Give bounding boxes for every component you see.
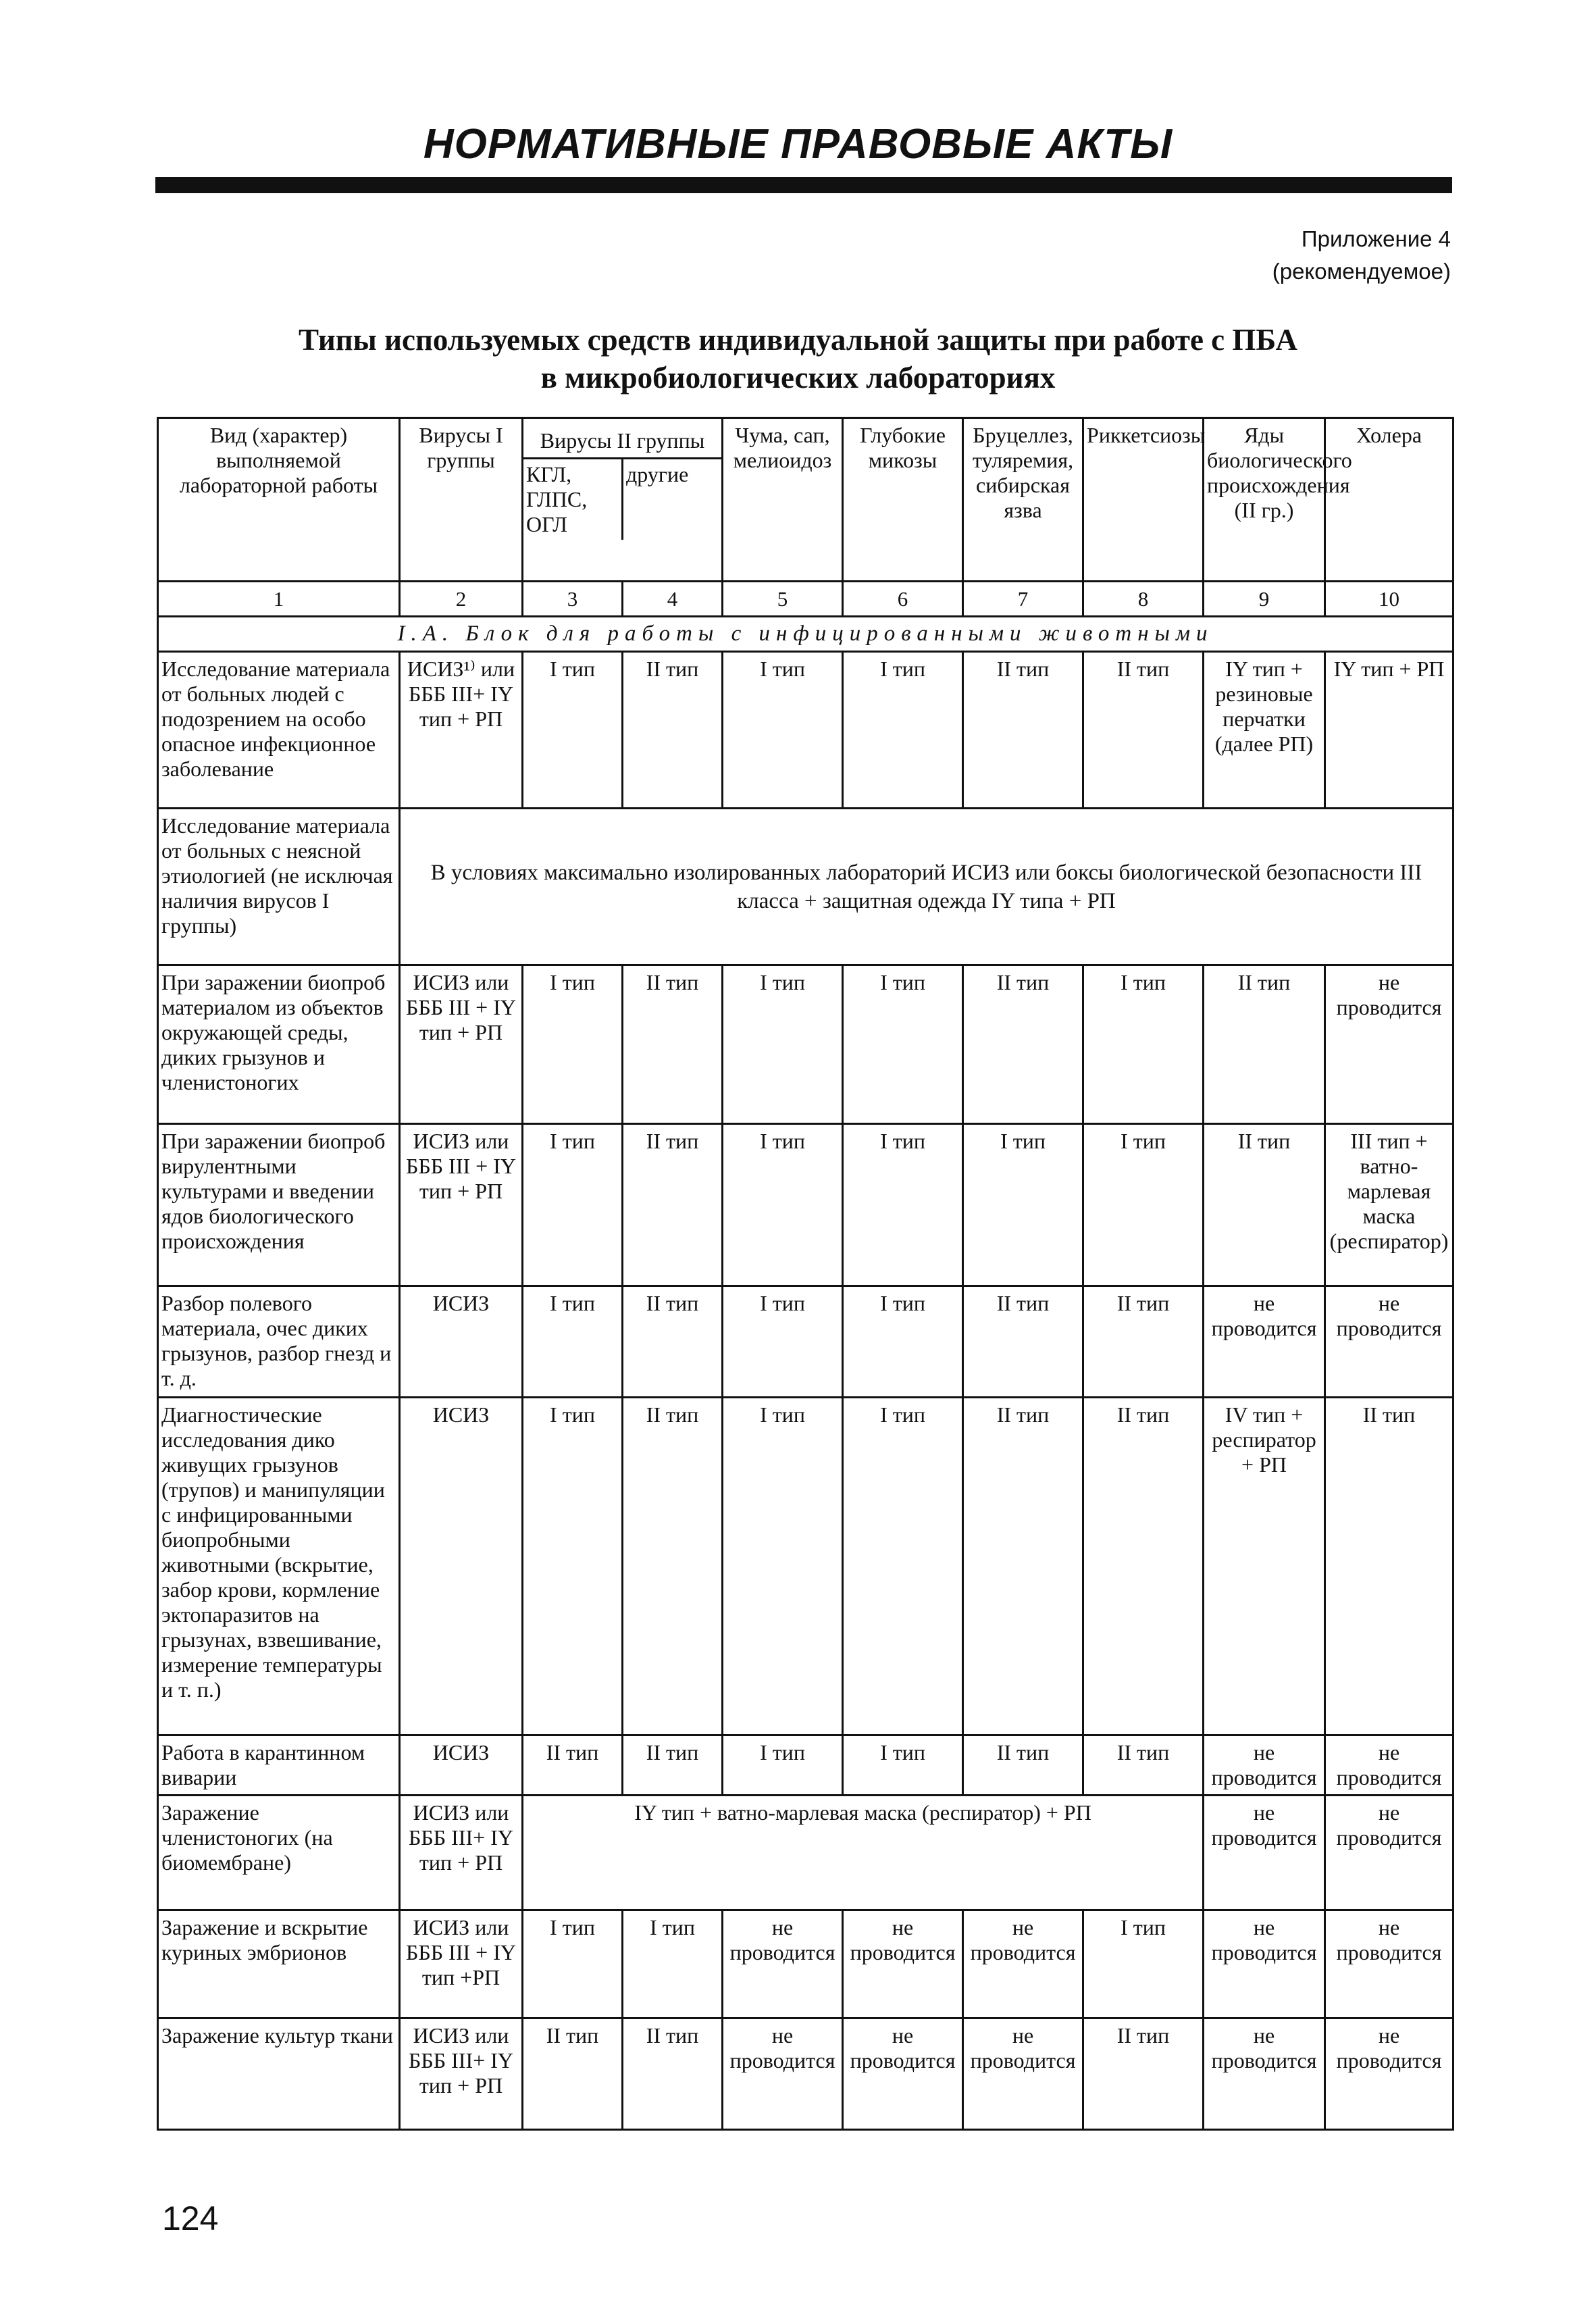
table-header (158, 418, 1453, 652)
row-work-type: Заражение членистоногих (на биомембране) (158, 1796, 400, 1910)
block-title-row (158, 617, 1453, 652)
table-cell: II тип (1083, 1398, 1204, 1735)
column-number: 10 (1325, 582, 1453, 617)
column-number: 1 (158, 582, 400, 617)
document-title-line1: Типы используемых средств индивидуальной защиты при работе с ПБА (298, 323, 1298, 357)
column-number: 9 (1204, 582, 1325, 617)
table-cell: ИСИЗ или БББ III+ IY тип + РП (400, 1796, 523, 1910)
header-work-type: Вид (характер) выполняемой лабораторной работы (158, 418, 400, 582)
table-cell: II тип (1083, 1735, 1204, 1796)
table-cell: II тип (523, 1735, 623, 1796)
table-cell: I тип (963, 1124, 1083, 1286)
table-cell: II тип (1204, 965, 1325, 1124)
table-cell: II тип (963, 652, 1083, 809)
table-cell: I тип (623, 1910, 723, 2018)
table-cell: не проводится (1204, 1286, 1325, 1398)
table-cell: II тип (623, 965, 723, 1124)
table-cell: не проводится (963, 2018, 1083, 2130)
table-cell: не проводится (843, 1910, 963, 2018)
row-work-type: Исследование материала от больных с неясной этиологией (не исключая наличия вирусов I группы) (158, 809, 400, 965)
table-body (158, 652, 1453, 2130)
table-cell: не проводится (1325, 1796, 1453, 1910)
header-viruses-group-2 (523, 418, 723, 582)
table-cell: IY тип + ватно-марлевая маска (респиратор) + РП (523, 1796, 1204, 1910)
row-work-type: Заражение культур ткани (158, 2018, 400, 2130)
table-cell: II тип (1325, 1398, 1453, 1735)
header-viruses-group-1: Вирусы I группы (400, 418, 523, 582)
column-number: 5 (723, 582, 843, 617)
table-cell: не проводится (1204, 1910, 1325, 2018)
table-cell: I тип (1083, 1910, 1204, 2018)
table-cell: II тип (623, 2018, 723, 2130)
table-cell: IY тип + резиновые перчатки (далее РП) (1204, 652, 1325, 809)
table-cell: II тип (963, 965, 1083, 1124)
table-cell: II тип (623, 652, 723, 809)
header-rule (155, 177, 1452, 193)
document-title (0, 321, 1596, 397)
appendix-status: (рекомендуемое) (1272, 259, 1451, 284)
table-cell: не проводится (1325, 1735, 1453, 1796)
table-cell: ИСИЗ (400, 1286, 523, 1398)
column-numbers-row (158, 582, 1453, 617)
table-cell: не проводится (1204, 1735, 1325, 1796)
header-plague: Чума, сап, мелиоидоз (723, 418, 843, 582)
table-cell: I тип (723, 1735, 843, 1796)
column-number: 6 (843, 582, 963, 617)
table-cell: I тип (723, 1286, 843, 1398)
table-cell: I тип (843, 1398, 963, 1735)
header-rickettsioses: Риккетсиозы (1083, 418, 1204, 582)
table-cell: В условиях максимально изолированных лабораторий ИСИЗ или боксы биологической безопасности III класса + защитная одежда IY типа + РП (400, 809, 1453, 965)
page-number: 124 (162, 2200, 219, 2237)
table-cell: не проводится (723, 2018, 843, 2130)
table-cell: II тип (623, 1398, 723, 1735)
table-cell: I тип (723, 652, 843, 809)
column-number: 3 (523, 582, 623, 617)
header-viruses-other: другие (626, 462, 689, 486)
table-row (158, 809, 1453, 965)
header-viruses-kgl: КГЛ, ГЛПС, ОГЛ (523, 459, 623, 540)
table-cell: II тип (963, 1735, 1083, 1796)
table-cell: IY тип + РП (1325, 652, 1453, 809)
table-cell: II тип (623, 1735, 723, 1796)
table-cell: I тип (523, 1398, 623, 1735)
table-cell: I тип (523, 652, 623, 809)
row-work-type: При заражении биопроб материалом из объектов окружающей среды, диких грызунов и членистоногих (158, 965, 400, 1124)
table-row (158, 1910, 1453, 2018)
table-cell: не проводится (963, 1910, 1083, 2018)
table-cell: II тип (623, 1124, 723, 1286)
appendix-label (1272, 223, 1451, 288)
section-title: НОРМАТИВНЫЕ ПРАВОВЫЕ АКТЫ (423, 121, 1173, 168)
row-work-type: Заражение и вскрытие куриных эмбрионов (158, 1910, 400, 2018)
table-cell: ИСИЗ или БББ III + IY тип + РП (400, 1124, 523, 1286)
table-row (158, 1124, 1453, 1286)
table-cell: не проводится (1325, 1910, 1453, 2018)
table-cell: III тип + ватно-марлевая маска (респиратор) (1325, 1124, 1453, 1286)
table-cell: ИСИЗ или БББ III+ IY тип + РП (400, 2018, 523, 2130)
table-cell: II тип (623, 1286, 723, 1398)
ppe-table (157, 417, 1454, 2131)
table-cell: I тип (1083, 1124, 1204, 1286)
table-cell: II тип (963, 1286, 1083, 1398)
table-cell: I тип (843, 652, 963, 809)
table-cell: I тип (843, 1735, 963, 1796)
table-cell: ИСИЗ или БББ III + IY тип + РП (400, 965, 523, 1124)
table-cell: I тип (723, 1398, 843, 1735)
table-row (158, 2018, 1453, 2130)
table-cell: ИСИЗ (400, 1398, 523, 1735)
table-cell: II тип (1083, 2018, 1204, 2130)
table-cell: II тип (523, 2018, 623, 2130)
table-row (158, 1398, 1453, 1735)
table-cell: II тип (1204, 1124, 1325, 1286)
header-viruses-group-2-label: Вирусы II группы (540, 428, 705, 453)
table-cell: ИСИЗ или БББ III + IY тип +РП (400, 1910, 523, 2018)
table-cell: I тип (843, 965, 963, 1124)
table-cell: не проводится (843, 2018, 963, 2130)
table-cell: ИСИЗ¹⁾ или БББ III+ IY тип + РП (400, 652, 523, 809)
table-cell: не проводится (1325, 2018, 1453, 2130)
table-cell: ИСИЗ (400, 1735, 523, 1796)
table-row (158, 1735, 1453, 1796)
table-cell: не проводится (1325, 1286, 1453, 1398)
table-cell: не проводится (1204, 1796, 1325, 1910)
table-cell: не проводится (723, 1910, 843, 2018)
column-number: 2 (400, 582, 523, 617)
table-row (158, 965, 1453, 1124)
table-cell: II тип (1083, 652, 1204, 809)
table-row (158, 1286, 1453, 1398)
table-cell: I тип (523, 965, 623, 1124)
table-row (158, 1796, 1453, 1910)
table-cell: I тип (723, 965, 843, 1124)
block-title: I.А. Блок для работы с инфицированными животными (158, 617, 1453, 652)
row-work-type: Разбор полевого материала, очес диких грызунов, разбор гнезд и т. д. (158, 1286, 400, 1398)
header-mycoses: Глубокие микозы (843, 418, 963, 582)
table-row (158, 652, 1453, 809)
header-toxins: Яды биологического происхождения (II гр.) (1204, 418, 1325, 582)
row-work-type: Работа в карантинном виварии (158, 1735, 400, 1796)
table-cell: I тип (523, 1910, 623, 2018)
row-work-type: При заражении биопроб вирулентными культурами и введении ядов биологического происхождения (158, 1124, 400, 1286)
table-cell: IV тип + респиратор + РП (1204, 1398, 1325, 1735)
table-cell: не проводится (1204, 2018, 1325, 2130)
row-work-type: Диагностические исследования дико живущих грызунов (трупов) и манипуляции с инфицированными биопробными животными (вскрытие, забор крови, кормление эктопаразитов на грызунах, взвешивание, измерение температуры и т. п.) (158, 1398, 400, 1735)
column-number: 4 (623, 582, 723, 617)
table-cell: II тип (963, 1398, 1083, 1735)
table-cell: I тип (1083, 965, 1204, 1124)
header-cholera: Холера (1325, 418, 1453, 582)
table-cell: I тип (723, 1124, 843, 1286)
appendix-number: Приложение 4 (1301, 226, 1451, 251)
table-cell: II тип (1083, 1286, 1204, 1398)
table-cell: I тип (523, 1124, 623, 1286)
table-cell: I тип (843, 1124, 963, 1286)
document-title-line2: в микробиологических лабораториях (540, 361, 1056, 395)
table-cell: I тип (843, 1286, 963, 1398)
column-number: 8 (1083, 582, 1204, 617)
header-brucellosis: Бруцеллез, туляремия, сибирская язва (963, 418, 1083, 582)
column-number: 7 (963, 582, 1083, 617)
table-cell: не проводится (1325, 965, 1453, 1124)
table-cell: I тип (523, 1286, 623, 1398)
row-work-type: Исследование материала от больных людей с подозрением на особо опасное инфекционное заболевание (158, 652, 400, 809)
